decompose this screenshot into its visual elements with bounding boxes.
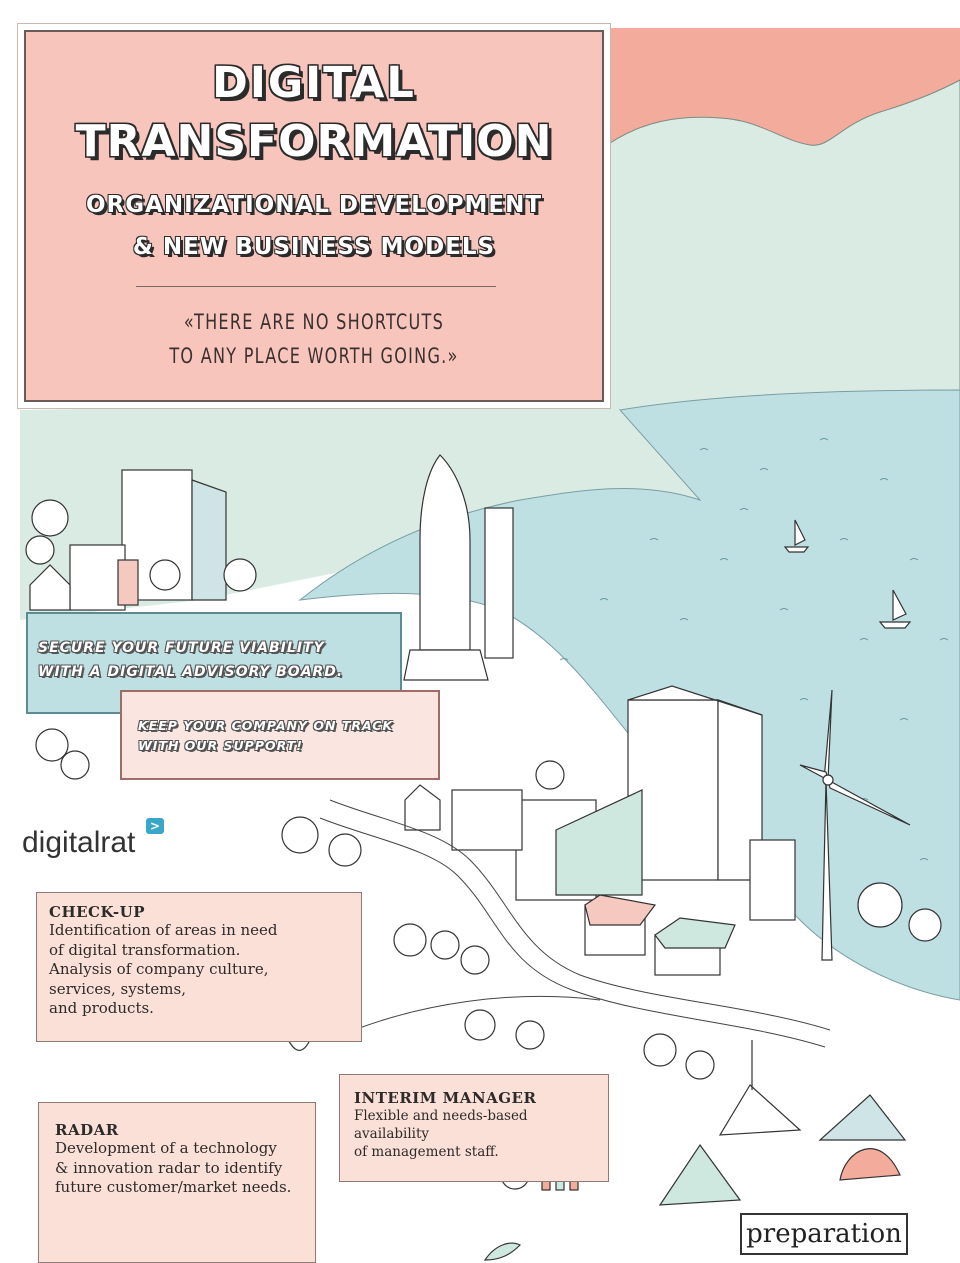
subtitle-line1: ORGANIZATIONAL DEVELOPMENT: [85, 192, 543, 218]
checkup-card: [36, 892, 362, 1042]
advisory-banner-line2: WITH A DIGITAL ADVISORY BOARD.: [38, 664, 344, 680]
interim-manager-card: [339, 1074, 609, 1182]
support-banner: [120, 690, 440, 780]
advisory-banner-line1: SECURE YOUR FUTURE VIABILITY: [38, 640, 325, 656]
interim-line: Flexible and needs-based availability: [354, 1108, 528, 1142]
radar-card: [38, 1102, 316, 1263]
logo-arrow-icon: >: [146, 818, 164, 834]
interim-title: INTERIM MANAGER: [354, 1089, 537, 1107]
radar-line: Development of a technology: [55, 1139, 277, 1157]
checkup-title: CHECK-UP: [49, 903, 146, 921]
checkup-line: Analysis of company culture,: [49, 960, 269, 978]
page-title-line1: DIGITAL: [212, 58, 416, 108]
checkup-line: Identification of areas in need: [49, 921, 278, 939]
support-banner-line1: KEEP YOUR COMPANY ON TRACK: [138, 718, 394, 733]
radar-line: & innovation radar to identify: [55, 1158, 283, 1177]
radar-line: future customer/market needs.: [55, 1178, 292, 1196]
page-title-line2: TRANSFORMATION: [75, 116, 553, 167]
checkup-line: and products.: [49, 999, 154, 1017]
stage-label: preparation: [740, 1213, 908, 1255]
divider: [136, 286, 496, 287]
support-banner-line2: WITH OUR SUPPORT!: [138, 738, 303, 753]
digitalrat-logo: digitalrat: [22, 826, 136, 859]
checkup-line: services, systems,: [49, 979, 186, 998]
buildings-center: [405, 686, 795, 975]
quote-line1: «THERE ARE NO SHORTCUTS: [183, 310, 445, 334]
title-box: [24, 30, 604, 402]
interim-line: of management staff.: [354, 1144, 499, 1160]
checkup-line: of digital transformation.: [49, 940, 241, 959]
radar-title: RADAR: [55, 1121, 119, 1139]
quote-line2: TO ANY PLACE WORTH GOING.»: [169, 344, 459, 368]
subtitle-line2: & NEW BUSINESS MODELS: [132, 234, 496, 260]
